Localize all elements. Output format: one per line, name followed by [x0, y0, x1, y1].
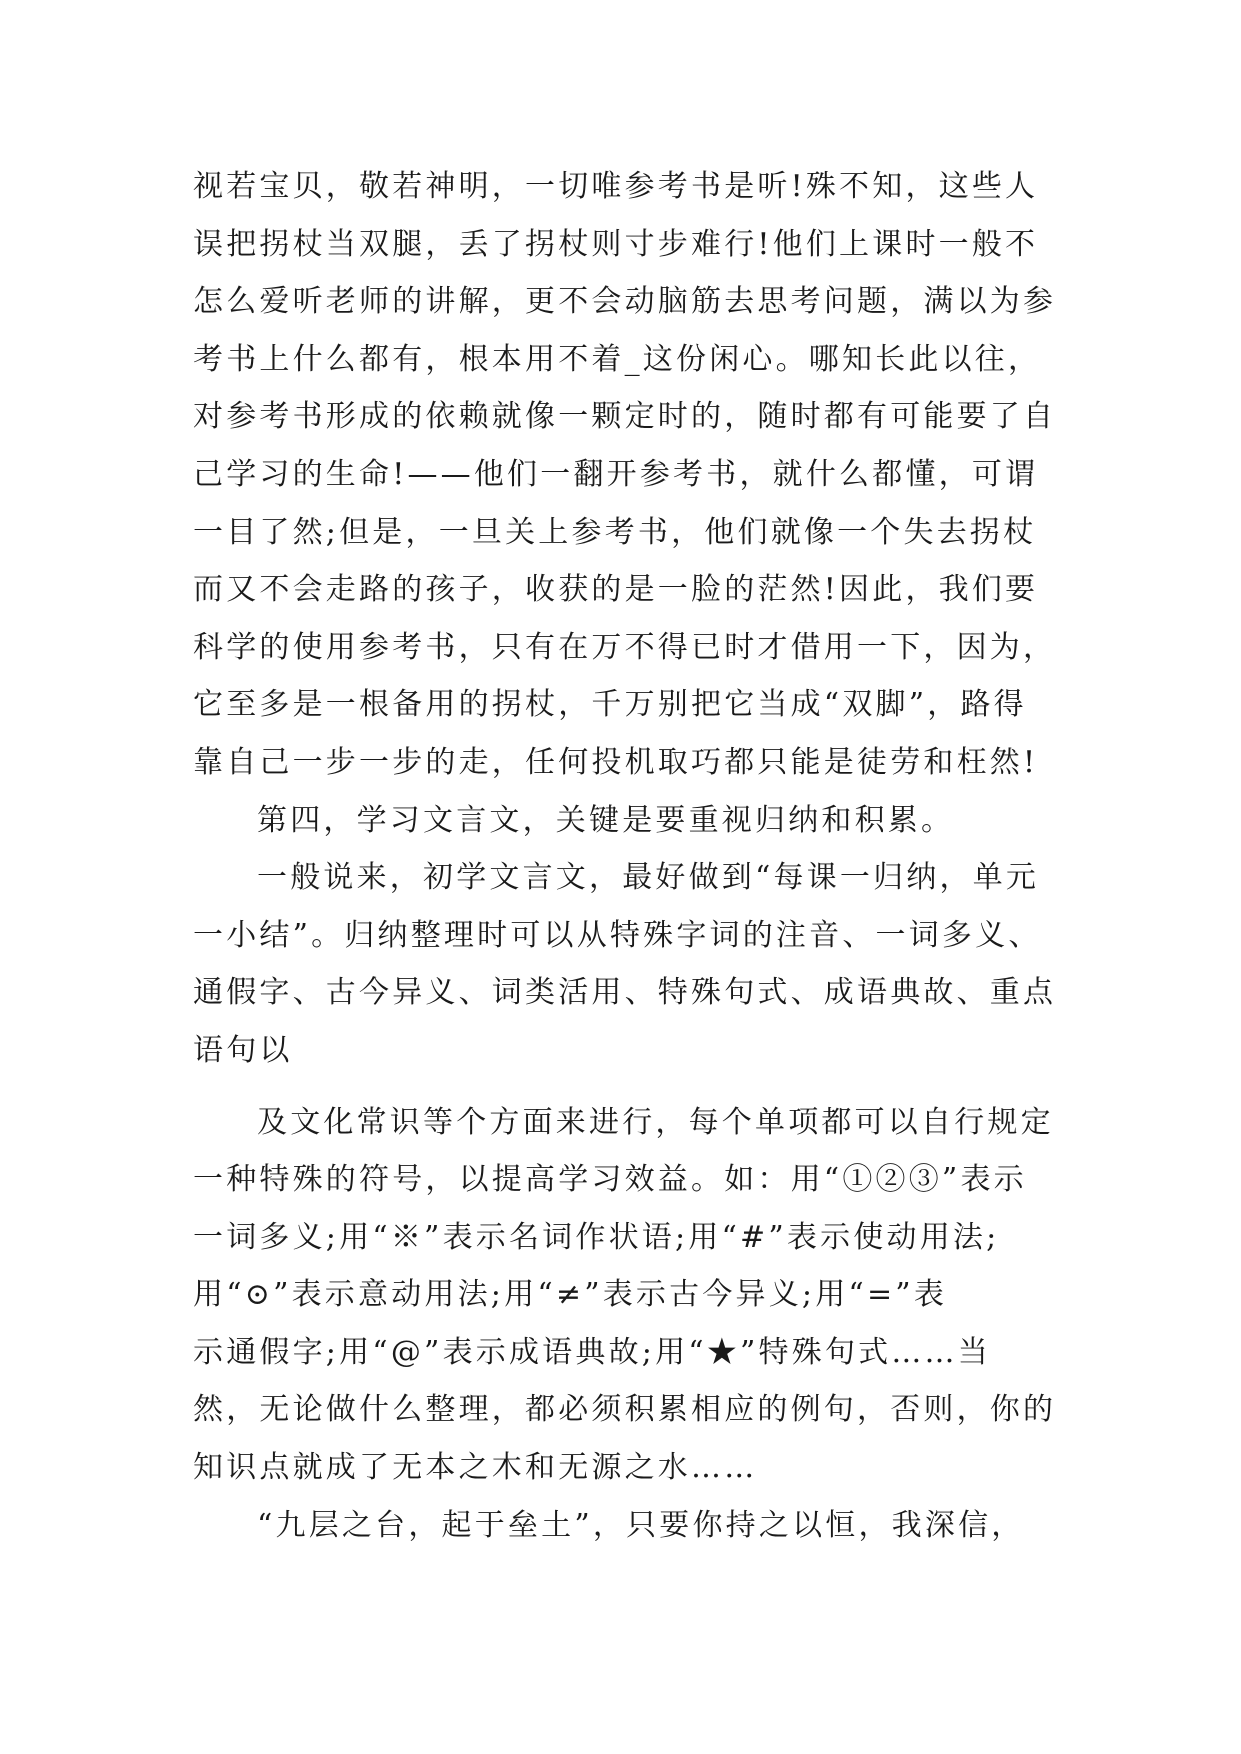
text-line: 对参考书形成的依赖就像一颗定时的，随时都有可能要了自	[193, 399, 1057, 435]
text-line: 知识点就成了无本之木和无源之水……	[193, 1450, 758, 1486]
text-line: 通假字、古今异义、词类活用、特殊句式、成语典故、重点	[193, 975, 1057, 1011]
text-line: 第四，学习文言文，关键是要重视归纳和积累。	[257, 802, 955, 838]
text-line: 然，无论做什么整理，都必须积累相应的例句，否则，你的	[193, 1392, 1057, 1428]
paragraph-gap	[193, 1080, 1073, 1094]
text-line: 一词多义;用“※”表示名词作状语;用“#”表示使动用法;	[193, 1219, 1000, 1255]
paragraph-fourth-point	[193, 792, 1073, 850]
text-line: 用“⊙”表示意动用法;用“≠”表示古今异义;用“=”表	[193, 1277, 948, 1313]
text-line: 一般说来，初学文言文，最好做到“每课一归纳，单元	[257, 860, 1040, 896]
text-line: 语句以	[193, 1032, 293, 1068]
text-line: 考书上什么都有，根本用不着_这份闲心。哪知长此以往，	[193, 341, 1042, 377]
paragraph-perseverance	[193, 1497, 1073, 1555]
text-line: 及文化常识等个方面来进行，每个单项都可以自行规定	[257, 1104, 1054, 1140]
text-line: 视若宝贝，敬若神明，一切唯参考书是听!殊不知，这些人	[193, 169, 1039, 204]
text-line: 一目了然;但是，一旦关上参考书，他们就像一个失去拐杖	[193, 514, 1037, 550]
text-line: 己学习的生命!——他们一翻开参考书，就什么都懂，可谓	[193, 456, 1039, 492]
paragraph-reference-books	[193, 158, 1073, 792]
text-line: 误把拐杖当双腿，丢了拐杖则寸步难行!他们上课时一般不	[193, 226, 1039, 262]
text-line: 怎么爱听老师的讲解，更不会动脑筋去思考问题，满以为参	[193, 284, 1057, 320]
text-line: 靠自己一步一步的走，任何投机取巧都只能是徒劳和枉然!	[193, 744, 1039, 780]
text-line: 科学的使用参考书，只有在万不得已时才借用一下，因为，	[193, 629, 1057, 665]
text-line: 示通假字;用“@”表示成语典故;用“★”特殊句式……当	[193, 1334, 991, 1370]
paragraph-symbols	[193, 1094, 1073, 1497]
text-line: 一小结”。归纳整理时可以从特殊字词的注音、一词多义、	[193, 917, 1042, 953]
text-line: 一种特殊的符号，以提高学习效益。如：用“①②③”表示	[193, 1162, 1027, 1198]
text-line: 它至多是一根备用的拐杖，千万别把它当成“双脚”，路得	[193, 687, 1027, 723]
paragraph-classical-chinese-summary	[193, 849, 1073, 1079]
document-body	[193, 158, 1073, 1554]
text-line: 而又不会走路的孩子，收获的是一脸的茫然!因此，我们要	[193, 572, 1039, 608]
text-line: “九层之台，起于垒土”，只要你持之以恒，我深信，	[257, 1507, 1025, 1543]
